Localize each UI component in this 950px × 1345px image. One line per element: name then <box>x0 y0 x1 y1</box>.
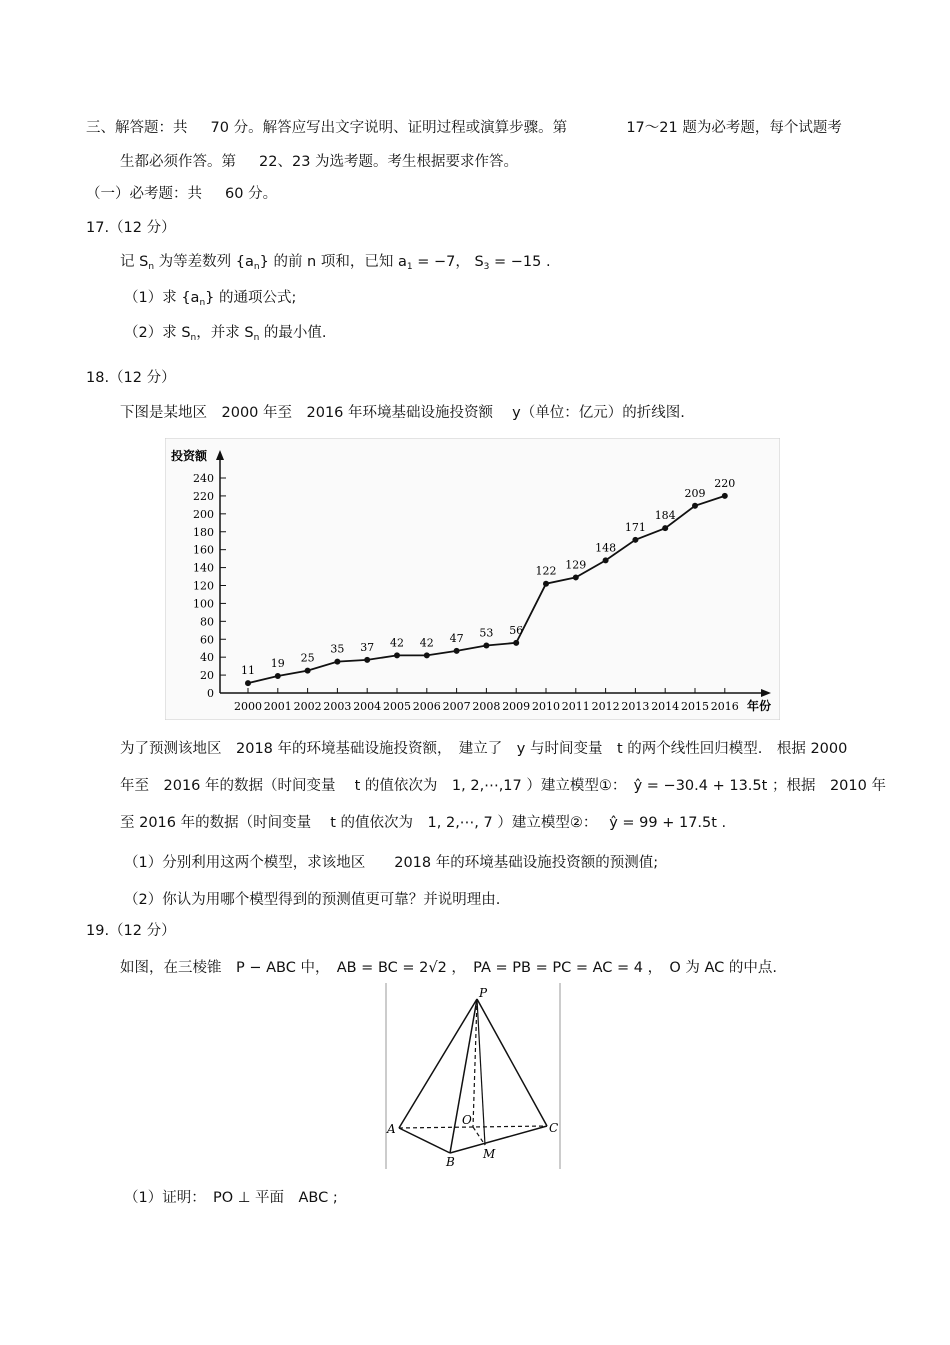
q17-stem-a: 记 S <box>120 254 149 270</box>
q18-text1: 为了预测该地区 2018 年的环境基础设施投资额， 建立了 y 与时间变量 t 的两个线性回归模型. 根据 2000 <box>120 741 848 757</box>
required-points: 60 分。 <box>225 186 278 202</box>
data-label: 25 <box>300 651 315 665</box>
q17-p2-c: 的最小值. <box>259 325 327 341</box>
chart-xlabel: 年份 <box>747 699 772 713</box>
y-tick-label: 220 <box>193 489 214 503</box>
q18-number: 18.（12 分） <box>86 370 176 386</box>
x-tick-label: 2003 <box>323 700 352 713</box>
q17-number: 17.（12 分） <box>86 220 176 236</box>
y-tick-label: 240 <box>193 472 214 485</box>
data-point <box>722 493 728 499</box>
data-label: 37 <box>360 640 375 654</box>
q17-p1-a: （1）求 {a <box>124 290 200 306</box>
heading-range: 17～21 题为必考题，每个试题考 <box>626 120 842 136</box>
q17-sub-n2: n <box>253 262 260 272</box>
data-label: 35 <box>330 642 345 656</box>
y-tick-label: 140 <box>193 561 214 575</box>
data-label: 19 <box>270 656 285 670</box>
data-point <box>275 673 281 679</box>
y-tick-label: 40 <box>200 651 214 665</box>
q18-text3: 至 2016 年的数据（时间变量 t 的值依次为 1, 2,⋯, 7 ）建立模型②： ŷ = 99 + 17.5t . <box>120 815 727 831</box>
edge-OM-hidden <box>473 1127 485 1145</box>
data-label: 47 <box>449 631 464 645</box>
x-tick-label: 2014 <box>651 700 680 713</box>
label-B: B <box>446 1155 455 1169</box>
data-point <box>662 525 668 531</box>
data-label: 42 <box>390 636 404 650</box>
data-label: 220 <box>714 476 736 490</box>
data-label: 171 <box>624 520 646 534</box>
data-label: 209 <box>684 486 706 500</box>
q18-part1: （1）分别利用这两个模型，求该地区 2018 年的环境基础设施投资额的预测值; <box>124 855 659 871</box>
q17-p2-sub: n <box>190 333 197 343</box>
data-label: 184 <box>654 509 676 523</box>
label-A: A <box>387 1122 396 1136</box>
x-tick-label: 2001 <box>263 700 292 713</box>
heading-text-b: 生都必须作答。第 <box>120 154 236 170</box>
x-tick-label: 2009 <box>502 700 531 713</box>
y-tick-label: 160 <box>193 543 214 557</box>
data-label: 11 <box>241 664 255 678</box>
x-tick-label: 2007 <box>442 700 471 713</box>
label-M: M <box>483 1147 496 1161</box>
required-text: （一）必考题：共 <box>86 186 202 202</box>
q17-part1 <box>124 286 296 308</box>
chart-ylabel: 投资额 <box>171 449 208 463</box>
data-label: 53 <box>479 626 494 640</box>
q17-p2-a: （2）求 S <box>124 325 191 341</box>
q17-stem <box>120 250 551 272</box>
data-label: 129 <box>565 558 587 572</box>
edge-AB <box>399 1128 450 1153</box>
data-point <box>543 581 549 587</box>
data-point <box>632 537 638 543</box>
data-point <box>603 557 609 563</box>
label-P: P <box>479 986 488 1000</box>
q18-part2: （2）你认为用哪个模型得到的预测值更可靠？并说明理由. <box>124 892 501 908</box>
data-label: 148 <box>595 541 617 555</box>
data-point <box>394 652 400 658</box>
x-tick-label: 2011 <box>561 700 590 713</box>
data-point <box>334 659 340 665</box>
q18-intro: 下图是某地区 2000 年至 2016 年环境基础设施投资额 y（单位：亿元）的折线图. <box>120 405 685 421</box>
y-tick-label: 0 <box>207 687 214 700</box>
data-point <box>454 648 460 654</box>
x-tick-label: 2012 <box>591 700 620 713</box>
x-tick-label: 2016 <box>710 700 739 713</box>
q17-sub-n: n <box>148 262 155 272</box>
section-heading <box>86 116 842 137</box>
q17-p2-b: ，并求 S <box>196 325 254 341</box>
heading-text-c: 22、23 为选考题。考生根据要求作答。 <box>259 154 519 170</box>
x-tick-label: 2010 <box>532 700 560 713</box>
q19-number: 19.（12 分） <box>86 923 176 939</box>
y-tick-label: 80 <box>200 615 214 629</box>
data-point <box>573 574 579 580</box>
q17-p2-sub2: n <box>253 333 260 343</box>
label-C: C <box>549 1121 559 1135</box>
data-point <box>424 652 430 658</box>
q17-p1-sub: n <box>199 298 206 308</box>
x-tick-label: 2005 <box>383 700 411 713</box>
tetrahedron-figure <box>385 983 562 1169</box>
q19-part1: （1）证明： PO ⊥ 平面 ABC ; <box>124 1190 338 1206</box>
y-tick-label: 120 <box>193 579 214 593</box>
q17-stem-b: 为等差数列 {a <box>154 254 254 270</box>
q19-stem: 如图，在三棱锥 P − ABC 中， AB = BC = 2√2 ， PA = PB = PC = AC = 4 ， O 为 AC 的中点. <box>120 960 777 976</box>
data-point <box>305 668 311 674</box>
q17-sub-3: 3 <box>483 262 490 272</box>
investment-line-chart <box>165 438 780 720</box>
q17-p1-b: } 的通项公式; <box>205 290 297 306</box>
section-heading-line2 <box>120 150 518 171</box>
heading-text-a: 三、解答题：共 <box>86 120 188 136</box>
data-label: 122 <box>535 564 557 578</box>
y-tick-label: 20 <box>200 669 214 683</box>
data-label: 42 <box>419 636 434 650</box>
data-label: 56 <box>509 623 524 637</box>
x-tick-label: 2002 <box>293 700 322 713</box>
q17-sub-1: 1 <box>406 262 413 272</box>
data-point <box>513 640 519 646</box>
q18-text2: 年至 2016 年的数据（时间变量 t 的值依次为 1, 2,⋯,17 ）建立模型①： ŷ = −30.4 + 13.5t ；根据 2010 年 <box>120 778 886 794</box>
edge-BC <box>450 1126 547 1153</box>
data-point <box>245 680 251 686</box>
y-tick-label: 100 <box>193 597 214 611</box>
chart-frame <box>165 438 780 720</box>
q17-part2 <box>124 321 327 343</box>
x-tick-label: 2000 <box>234 700 262 713</box>
required-heading <box>86 182 277 203</box>
x-tick-label: 2006 <box>412 700 441 713</box>
y-tick-label: 60 <box>200 633 214 647</box>
tetrahedron-svg <box>385 983 562 1169</box>
data-point <box>483 643 489 649</box>
q17-stem-d: = −7， S <box>412 254 484 270</box>
x-tick-label: 2004 <box>353 700 382 713</box>
y-tick-label: 180 <box>193 525 214 539</box>
data-point <box>692 503 698 509</box>
x-tick-label: 2008 <box>472 700 501 713</box>
x-tick-label: 2013 <box>621 700 650 713</box>
q17-stem-e: = −15 . <box>489 254 551 270</box>
edge-PM <box>477 999 485 1145</box>
q17-stem-c: } 的前 n 项和，已知 a <box>259 254 407 270</box>
data-point <box>364 657 370 663</box>
x-tick-label: 2015 <box>681 700 709 713</box>
label-O: O <box>462 1113 472 1127</box>
chart-svg <box>165 438 780 720</box>
edge-PC <box>477 999 547 1126</box>
y-tick-label: 200 <box>193 507 214 521</box>
heading-points: 70 分。解答应写出文字说明、证明过程或演算步骤。第 <box>210 120 568 136</box>
